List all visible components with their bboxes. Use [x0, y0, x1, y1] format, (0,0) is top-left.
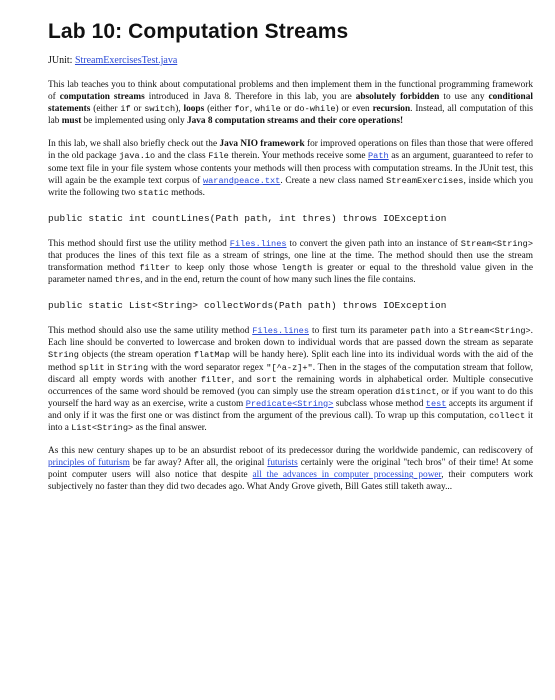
text-run: that produces the lines of this text file as a stream of strings, one line at the time. The method should then use the stream transformation method — [48, 250, 533, 274]
text-run-bold: must — [61, 116, 82, 127]
code-run: String — [117, 362, 149, 373]
text-run: as an argument, guaranteed to refer to some text file in your file system whose contents your methods will then process with computation streams. In the JUnit test, this will again be the example text corpus of — [48, 151, 533, 186]
text-run: accepts its argument if and only if it was the first one or was distinct from the argument of the previous call). To wrap up this computation, — [48, 398, 533, 421]
text-run: to first turn its parameter — [308, 326, 411, 337]
text-run: to keep only those whose — [170, 263, 282, 274]
code-run: File — [208, 151, 229, 162]
text-run: to convert the given path into an instance of — [286, 238, 461, 249]
text-run: ) or even — [335, 104, 373, 115]
code-run: collect — [489, 410, 526, 421]
code-run: static — [137, 187, 169, 198]
code-run: while — [254, 104, 281, 115]
code-run: thres — [114, 275, 141, 286]
text-run: ), — [175, 104, 184, 115]
text-run: , or if you want to do this yourself the hard way as an exercise, write a custom — [48, 386, 533, 409]
text-run: introduced in Java 8. Therefore in this lab, you are — [144, 92, 356, 103]
text-run: to use any — [439, 92, 489, 103]
text-run: . Each line should be converted to lowercase and broken down to individual words that are passed down the stream as separate — [48, 326, 533, 349]
code-run: if — [120, 104, 131, 115]
text-run: In this lab, we shall also briefly check out the — [48, 139, 220, 150]
nio-paragraph — [48, 138, 533, 198]
text-run: be far away? After all, the original — [129, 458, 268, 469]
text-run: subclass whose method — [333, 398, 426, 409]
text-run: , and in the end, return the count of how many such lines the file contains. — [140, 275, 416, 286]
collect-words-signature: public static List<String> collectWords(Path path) throws IOException — [48, 300, 447, 312]
processing-power-link[interactable]: all the advances in computer processing power — [252, 470, 442, 481]
code-run: List<String> — [71, 422, 134, 433]
code-run: distinct — [395, 386, 437, 397]
files-lines-link[interactable]: Files.lines — [229, 238, 287, 249]
code-run: filter — [200, 374, 232, 385]
junit-reference — [48, 54, 533, 67]
code-run: filter — [139, 263, 171, 274]
text-run: certainly were the original "tech bros" of their time! At some point computer users will also notice that despite — [48, 458, 533, 481]
text-run: or — [130, 104, 145, 115]
count-lines-paragraph — [48, 238, 533, 286]
text-run: it into a — [48, 410, 533, 433]
text-run: for improved operations on files than those that were offered in the old package — [48, 139, 534, 162]
predicate-link[interactable]: Predicate<String> — [245, 398, 334, 409]
text-run: or — [280, 104, 295, 115]
text-run: . Then in the stages of the computation stream that follow, discard all empty words with another — [48, 362, 533, 385]
text-run-bold: Java NIO framework — [219, 139, 305, 150]
text-run: (either — [90, 104, 121, 115]
files-lines-link[interactable]: Files.lines — [252, 326, 309, 337]
text-run-bold: absolutely forbidden — [355, 92, 440, 103]
intro-paragraph — [48, 79, 533, 127]
text-run-bold: conditional statements — [48, 92, 533, 115]
code-run: split — [78, 362, 105, 373]
text-run-bold: Java 8 computation streams and their core operations! — [186, 116, 404, 127]
code-run: for — [234, 104, 250, 115]
text-run: This lab teaches you to think about computational problems and then implement them in the functional programming framework of — [48, 80, 533, 103]
code-run: java.io — [119, 151, 156, 162]
text-run: , and — [231, 374, 257, 385]
text-run: . Create a new class named — [280, 175, 387, 186]
code-run: "[^a-z]+" — [266, 362, 313, 373]
path-link[interactable]: Path — [368, 151, 389, 162]
page-title: Lab 10: Computation Streams — [48, 20, 349, 43]
text-run: be implemented using only — [81, 116, 187, 127]
text-run: This method should first use the utility method — [48, 238, 230, 249]
code-run: length — [281, 263, 313, 274]
text-run: objects (the stream operation — [78, 350, 194, 361]
text-run: and the class — [155, 151, 209, 162]
text-run: as the final answer. — [133, 422, 207, 433]
text-run-bold: loops — [183, 104, 205, 115]
text-run: . Instead, all computation of this lab — [48, 104, 533, 127]
text-run-bold: recursion — [372, 104, 411, 115]
collect-words-paragraph — [48, 325, 533, 434]
warandpeace-link[interactable]: warandpeace.txt — [202, 175, 281, 186]
text-run: will be handy here). Split each line into its individual words with the aid of the method — [48, 350, 533, 373]
text-run: As this new century shapes up to be an absurdist reboot of its predecessor during the worldwide pandemic, can rediscovery of — [48, 446, 533, 457]
code-run: switch — [144, 104, 176, 115]
text-run: , inside which you write the following two — [48, 175, 534, 198]
text-run: the remaining words in alphabetical order. Multiple consecutive occurrences of the same word should be removed (you can simply use the stream operation — [48, 374, 533, 397]
test-link[interactable]: test — [425, 398, 447, 409]
text-run: methods. — [168, 187, 205, 198]
code-run: path — [410, 326, 431, 337]
code-run: String — [48, 350, 79, 361]
text-run: in — [104, 362, 118, 373]
futurists-link[interactable]: futurists — [267, 458, 298, 469]
text-run: into a — [430, 326, 459, 337]
text-run: (either — [204, 104, 235, 115]
text-run: This method should also use the same utility method — [48, 326, 253, 337]
closing-paragraph — [48, 445, 533, 493]
junit-label: JUnit: — [48, 55, 75, 66]
text-run: therein. Your methods receive some — [228, 151, 369, 162]
text-run-bold: computation streams — [59, 92, 145, 103]
code-run: Stream<String> — [458, 326, 531, 337]
code-run: sort — [256, 374, 277, 385]
futurism-link[interactable]: principles of futurism — [48, 458, 130, 469]
code-run: flatMap — [193, 350, 230, 361]
count-lines-signature: public static int countLines(Path path, int thres) throws IOException — [48, 212, 447, 224]
text-run: , their computers work subjectively no faster than they did two decades ago. What Andy Grove giveth, Bill Gates still taketh away... — [48, 470, 533, 493]
code-run: StreamExercises — [386, 175, 464, 186]
code-run: Stream<String> — [460, 238, 533, 249]
code-run: do-while — [294, 104, 336, 115]
text-run: with the word separator regex — [148, 362, 267, 373]
text-run: is greater or equal to the threshold value given in the parameter named — [48, 263, 533, 286]
junit-test-link[interactable]: StreamExercisesTest.java — [74, 55, 178, 66]
text-run: , — [249, 104, 255, 115]
